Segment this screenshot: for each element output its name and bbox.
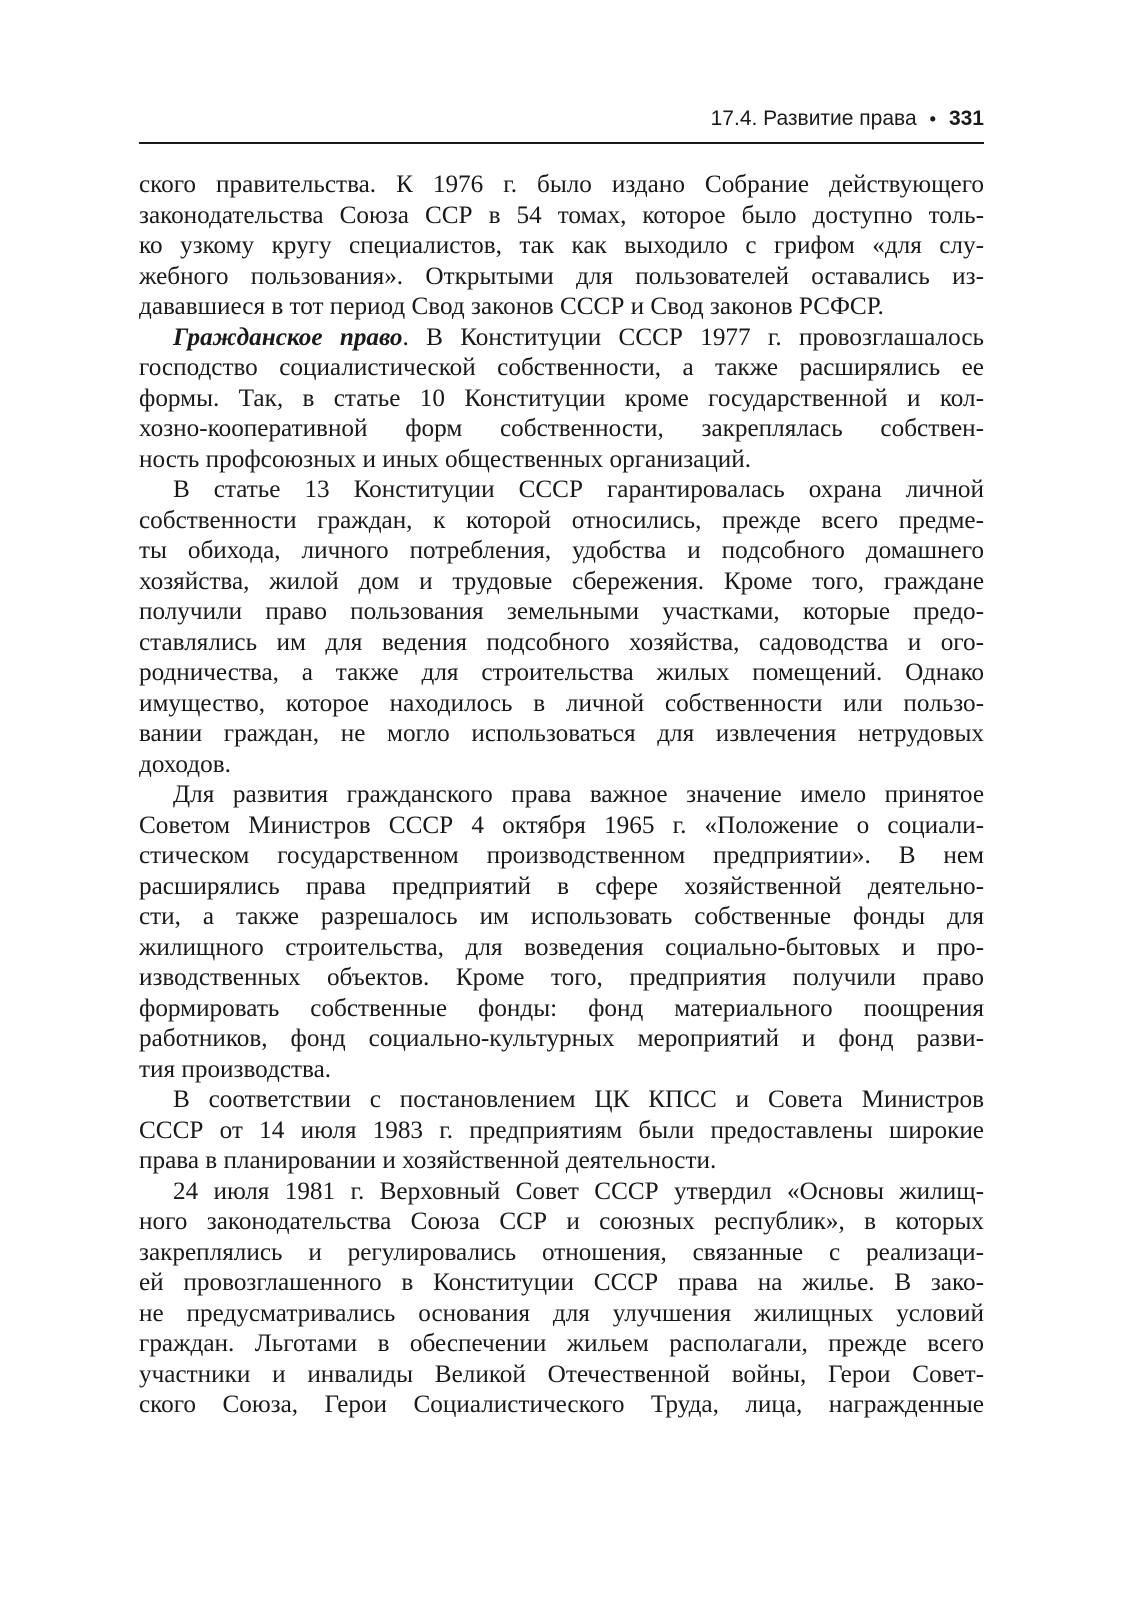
- paragraph: [139, 323, 984, 476]
- text-line: изводственных объектов. Кроме того, предприятия получили право: [139, 964, 984, 991]
- body-text: [139, 170, 984, 1421]
- text-line: Советом Министров СССР 4 октября 1965 г. «Положение о социали-: [139, 811, 984, 839]
- text-line: ты обихода, личного потребления, удобства и подсобного домашнего: [139, 537, 984, 564]
- paragraph: [139, 475, 984, 780]
- text-line: Для развития гражданского права важное значение имело принятое: [173, 781, 984, 808]
- text-line: работников, фонд социально-культурных мероприятий и фонд разви-: [139, 1025, 984, 1052]
- text-line-rest: . В Конституции СССР 1977 г. провозглашалось: [402, 323, 984, 351]
- text-line: ского правительства. К 1976 г. было издано Собрание действующего: [139, 171, 984, 198]
- text-line: расширялись права предприятий в сфере хозяйственной деятельно-: [139, 872, 984, 900]
- page-number: 331: [948, 107, 984, 130]
- text-line: СССР от 14 июля 1983 г. предприятиям были предоставлены широкие: [139, 1116, 984, 1144]
- text-line: В статье 13 Конституции СССР гарантировалась охрана личной: [173, 476, 984, 503]
- text-line: граждан. Льготами в обеспечении жильем располагали, прежде всего: [139, 1330, 984, 1357]
- bullet-separator: •: [929, 109, 936, 129]
- paragraph: [139, 1085, 984, 1177]
- text-line: [139, 323, 984, 354]
- text-line: жилищного строительства, для возведения социально-бытовых и про-: [139, 933, 984, 961]
- text-line: вании граждан, не могло использоваться для извлечения нетрудовых: [139, 720, 984, 747]
- text-line: 24 июля 1981 г. Верховный Совет СССР утвердил «Основы жилищ-: [173, 1177, 984, 1205]
- running-header: [139, 106, 984, 144]
- text-line: закреплялись и регулировались отношения, связанные с реализаци-: [139, 1238, 984, 1266]
- text-line: законодательства Союза ССР в 54 томах, которое было доступно толь-: [139, 201, 984, 229]
- text-line: ного законодательства Союза ССР и союзных республик», в которых: [139, 1208, 984, 1235]
- text-line: формы. Так, в статье 10 Конституции кроме государственной и кол-: [139, 384, 984, 412]
- text-line: ей провозглашенного в Конституции СССР права на жилье. В зако-: [139, 1269, 984, 1296]
- text-line: права в планировании и хозяйственной деятельности.: [139, 1147, 717, 1174]
- text-line: получили право пользования земельными участками, которые предо-: [139, 598, 984, 625]
- text-line: хозяйства, жилой дом и трудовые сбережения. Кроме того, граждане: [139, 567, 984, 595]
- text-line: ность профсоюзных и иных общественных организаций.: [139, 445, 752, 473]
- text-line: В соответствии с постановлением ЦК КПСС и Совета Министров: [173, 1086, 984, 1113]
- text-line: участники и инвалиды Великой Отечественной войны, Герои Совет-: [139, 1360, 984, 1388]
- text-line: не предусматривались основания для улучшения жилищных условий: [139, 1299, 984, 1327]
- text-line: господство социалистической собственности, а также расширялись ее: [139, 354, 984, 381]
- paragraph: [139, 1177, 984, 1421]
- paragraph: [139, 170, 984, 323]
- text-line: формировать собственные фонды: фонд материального поощрения: [139, 994, 984, 1022]
- paragraph: [139, 780, 984, 1085]
- text-line: ского Союза, Герои Социалистического Труда, лица, награжденные: [139, 1391, 984, 1418]
- text-line: доходов.: [139, 750, 231, 778]
- section-lead-in: Гражданское право: [173, 323, 403, 351]
- text-line: стическом государственном производственном предприятии». В нем: [139, 842, 984, 869]
- text-line: тия производства.: [139, 1055, 332, 1083]
- section-title: 17.4. Развитие права: [710, 107, 917, 130]
- text-line: хозно-кооперативной форм собственности, закреплялась собствен-: [139, 415, 984, 442]
- text-line: ставлялись им для ведения подсобного хозяйства, садоводства и ого-: [139, 628, 984, 656]
- text-line: ко узкому кругу специалистов, так как выходило с грифом «для слу-: [139, 232, 984, 259]
- text-line: дававшиеся в тот период Свод законов СССР и Свод законов РСФСР.: [139, 293, 884, 320]
- text-line: жебного пользования». Открытыми для пользователей оставались из-: [139, 262, 984, 290]
- text-line: имущество, которое находилось в личной собственности или пользо-: [139, 689, 984, 717]
- text-line: собственности граждан, к которой относились, прежде всего предме-: [139, 506, 984, 534]
- text-line: сти, а также разрешалось им использовать собственные фонды для: [139, 903, 984, 930]
- text-line: родничества, а также для строительства жилых помещений. Однако: [139, 659, 984, 686]
